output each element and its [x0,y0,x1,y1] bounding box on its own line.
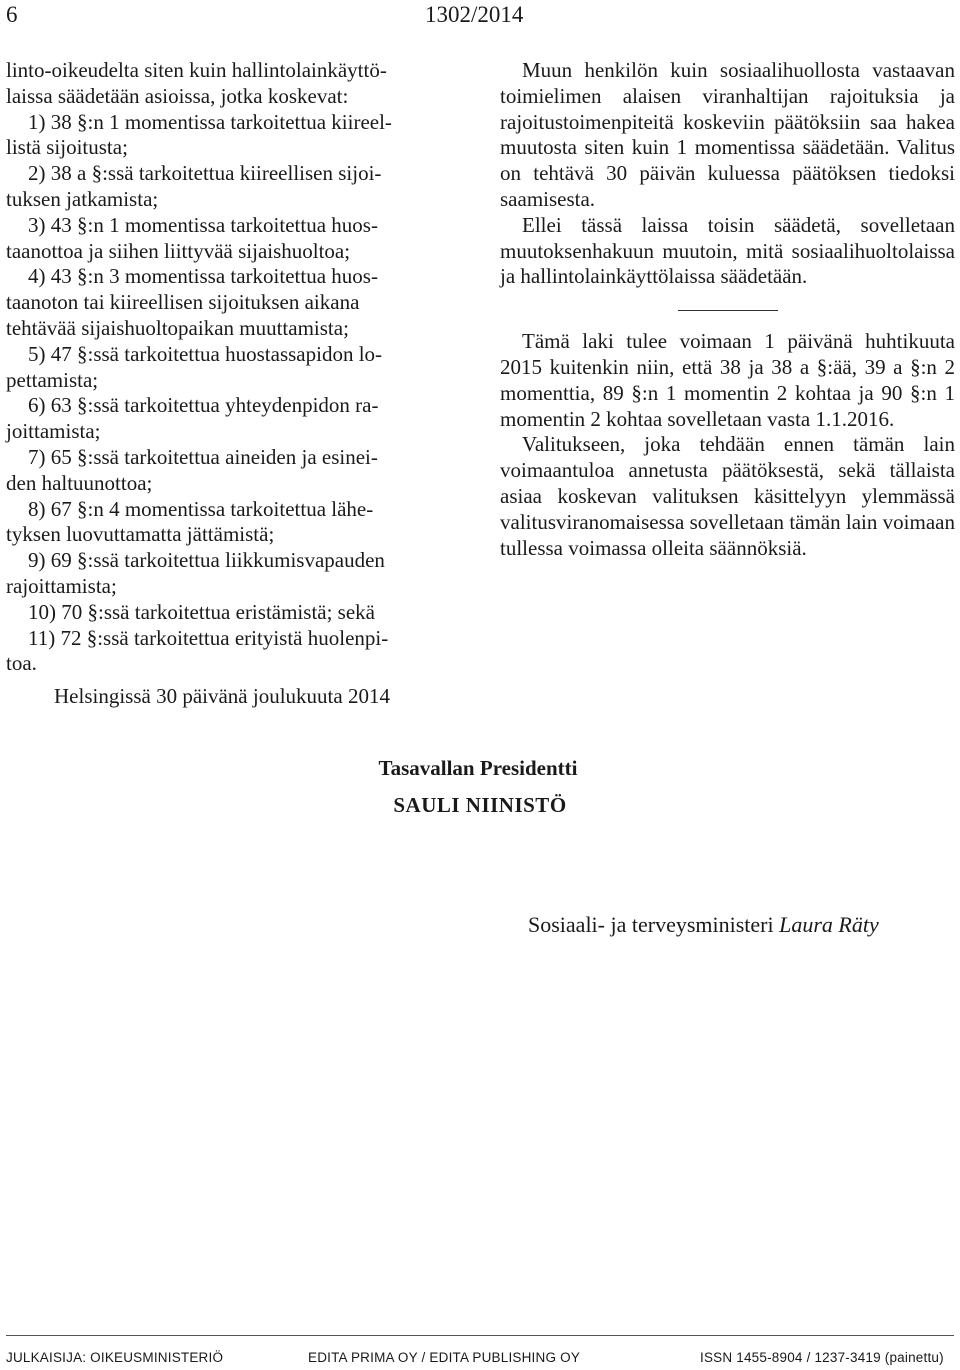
footer-issn: ISSN 1455-8904 / 1237-3419 (painettu) [700,1350,944,1365]
paragraph-appeal-officials: Muun henkilön kuin sosiaalihuollosta vastaavan toimielimen alaisen viranhaltijan rajoituksia ja rajoitustoimenpiteitä koskeviin päätöksiin saa hakea muutosta siten kuin 1 momentissa säädetään. Valitus on tehtävä 30 päivän kuluessa päätöksen tiedoksi saamisesta. [500,58,955,211]
list-item: 7) 65 §:ssä tarkoitettua aineiden ja esinei- [28,444,378,469]
paragraph-entry-into-force: Tämä laki tulee voimaan 1 päivänä huhtikuuta 2015 kuitenkin niin, että 38 ja 38 a §:ää, 39 a §:n 2 momenttia, 89 §:n 1 momentin 2 kohtaa ja 90 §:n 1 momentin 2 kohtaa sovelletaan vasta 1.1.2016. [500,329,955,431]
minister-name: Laura Räty [779,912,879,937]
list-item: 5) 47 §:ssä tarkoitettua huostassapidon lo- [28,341,383,366]
footer-divider [6,1335,954,1336]
appeal-list [6,58,464,677]
text-line: linto-oikeudelta siten kuin hallintolainkäyttö- [6,58,387,82]
text-line: taanottoa ja siihen liittyvää sijaishuoltoa; [6,238,351,263]
minister-signature [528,912,879,938]
text-line: rajoittamista; [6,573,117,598]
text-line: toa. [6,651,37,676]
paragraph-transitional: Valitukseen, joka tehdään ennen tämän lain voimaantuloa annetusta päätöksestä, sekä tällaista asiaa koskevan valituksen käsittelyyn ylemmässä valitusviranomaisessa sovelletaan tämän lain voimaan tullessa voimassa olleita säännöksiä. [500,432,955,560]
minister-title: Sosiaali- ja terveysministeri [528,912,774,937]
text-line: tuksen jatkamista; [6,186,159,211]
list-item: 6) 63 §:ssä tarkoitettua yhteydenpidon ra- [28,393,379,418]
statute-number: 1302/2014 [425,2,524,27]
list-item: 2) 38 a §:ssä tarkoitettua kiireellisen sijoi- [28,161,382,186]
footer-printer: EDITA PRIMA OY / EDITA PUBLISHING OY [308,1350,581,1365]
list-item: 1) 38 §:n 1 momentissa tarkoitettua kiireel- [28,109,392,134]
text-line: listä sijoitusta; [6,135,128,160]
list-item: 4) 43 §:n 3 momentissa tarkoitettua huos- [28,264,378,289]
list-item: 8) 67 §:n 4 momentissa tarkoitettua lähe- [28,496,374,521]
text-line: joittamista; [6,419,101,444]
text-line: den haltuunottoa; [6,470,153,495]
page-number: 6 [6,2,18,27]
list-item: 9) 69 §:ssä tarkoitettua liikkumisvapauden [28,548,385,573]
president-title: Tasavallan Presidentti [378,756,578,780]
footer-publisher: JULKAISIJA: OIKEUSMINISTERIÖ [6,1350,224,1365]
left-column [6,58,464,677]
president-name: SAULI NIINISTÖ [393,793,567,817]
text-line: laissa säädetään asioissa, jotka koskevat: [6,83,349,108]
list-item: 11) 72 §:ssä tarkoitettua erityistä huolenpi- [28,625,389,650]
text-line: taanoton tai kiireellisen sijoituksen aikana [6,290,360,315]
text-line: tehtävää sijaishuoltopaikan muuttamista; [6,315,349,340]
section-divider [678,310,778,311]
paragraph-appeal-other: Ellei tässä laissa toisin säädetä, sovelletaan muutoksenhakuun muutoin, mitä sosiaalihuoltolaissa ja hallintolainkäyttölaissa säädetään. [500,212,955,289]
text-line: pettamista; [6,367,99,392]
place-and-date: Helsingissä 30 päivänä joulukuuta 2014 [54,684,390,708]
list-item: 10) 70 §:ssä tarkoitettua eristämistä; sekä [28,599,375,624]
text-line: tyksen luovuttamatta jättämistä; [6,522,275,547]
right-column [500,58,955,561]
list-item: 3) 43 §:n 1 momentissa tarkoitettua huos- [28,212,378,237]
